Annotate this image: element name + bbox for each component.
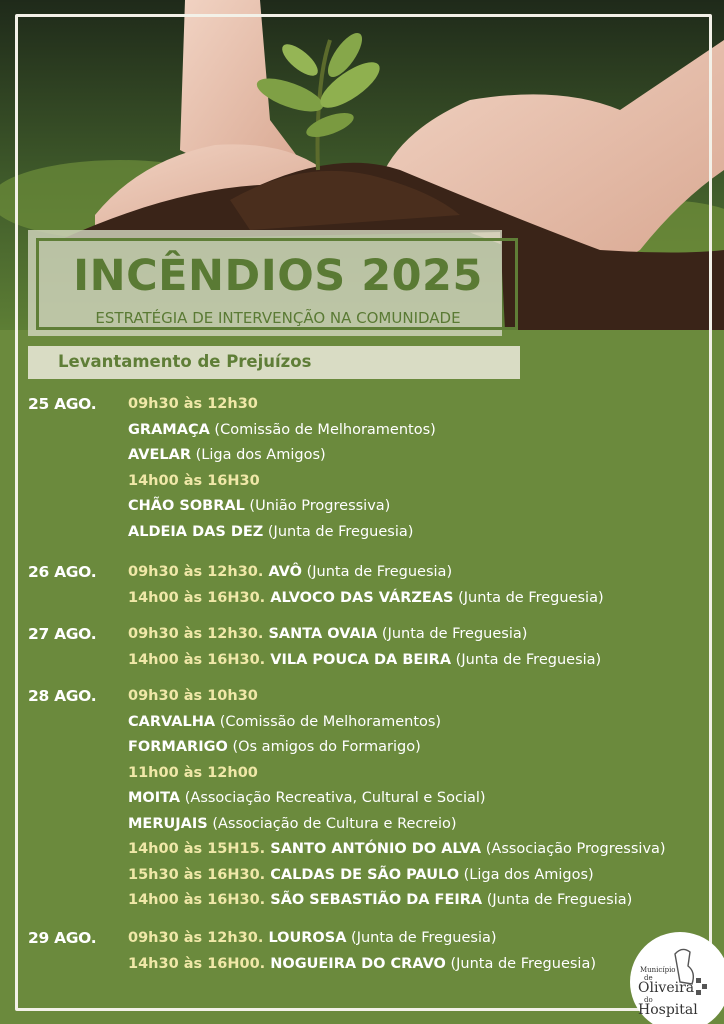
line-time: 09h30 às 10h30 (128, 688, 258, 704)
line-place: ALVOCO DAS VÁRZEAS (270, 589, 454, 606)
line-place: LOUROSA (268, 930, 347, 946)
schedule-line (128, 422, 436, 438)
line-place: SANTA OVAIA (268, 626, 378, 642)
logo-line2: de (644, 974, 653, 982)
line-org: (Junta de Freguesia) (346, 930, 497, 946)
schedule-line (128, 867, 594, 883)
line-time: 11h00 às 12h00 (128, 764, 258, 781)
line-time: 14h00 às 16H30. (128, 892, 271, 908)
schedule-line (128, 524, 413, 540)
line-org: (Comissão de Melhoramentos) (209, 421, 436, 438)
schedule-line (128, 714, 441, 730)
line-place: NOGUEIRA DO CRAVO (270, 955, 446, 972)
line-org: (Junta de Freguesia) (482, 892, 633, 908)
schedule-line (128, 396, 258, 412)
schedule-line (128, 956, 596, 972)
line-org: (Os amigos do Formarigo) (227, 739, 421, 755)
line-org: (Junta de Freguesia) (451, 651, 602, 668)
line-org: (Associação Recreativa, Cultural e Social) (180, 790, 486, 806)
line-time: 14h30 às 16H00. (128, 955, 271, 972)
line-time: 09h30 às 12h30. (128, 930, 269, 946)
line-place: CHÃO SOBRAL (128, 498, 245, 514)
line-place: GRAMAÇA (128, 421, 210, 438)
line-place: MERUJAIS (128, 815, 208, 832)
schedule-line (128, 930, 497, 946)
section-bar (28, 346, 520, 379)
line-org: (Liga dos Amigos) (191, 447, 326, 463)
schedule-line (128, 841, 666, 857)
logo-line3: Oliveira (638, 980, 695, 996)
line-org: (Associação Progressiva) (481, 841, 666, 857)
schedule-line (128, 765, 258, 781)
line-org: (Junta de Freguesia) (377, 626, 528, 642)
line-place: CARVALHA (128, 713, 216, 730)
poster-title: INCÊNDIOS 2025 (73, 251, 483, 301)
day-date: 29 AGO. (28, 929, 97, 947)
line-time: 09h30 às 12h30. (128, 626, 269, 642)
title-border (36, 238, 518, 330)
line-org: (Junta de Freguesia) (453, 589, 604, 606)
line-org: (Comissão de Melhoramentos) (215, 713, 442, 730)
logo-line4: do (644, 996, 653, 1004)
schedule-line (128, 790, 486, 806)
municipality-logo (630, 932, 724, 1024)
poster-subtitle: ESTRATÉGIA DE INTERVENÇÃO NA COMUNIDADE (95, 309, 461, 327)
schedule-line (128, 739, 421, 755)
schedule-line (128, 688, 258, 704)
logo-line1: Município (640, 966, 676, 974)
schedule-line (128, 564, 452, 580)
line-place: FORMARIGO (128, 739, 228, 755)
line-org: (Junta de Freguesia) (445, 955, 597, 972)
line-time: 14h00 às 15H15. (128, 841, 271, 857)
day-date: 28 AGO. (28, 687, 97, 705)
day-date: 25 AGO. (28, 395, 97, 413)
day-date: 27 AGO. (28, 625, 97, 643)
line-time: 14h00 às 16H30. (128, 651, 271, 668)
line-place: SÃO SEBASTIÃO DA FEIRA (270, 892, 483, 908)
day-date: 26 AGO. (28, 563, 97, 581)
line-place: AVELAR (128, 447, 191, 463)
schedule-line (128, 626, 527, 642)
line-org: (Liga dos Amigos) (459, 866, 594, 883)
line-time: 09h30 às 12h30. (128, 564, 269, 580)
line-time: 09h30 às 12h30 (128, 396, 258, 412)
line-time: 14h00 às 16H30. (128, 589, 271, 606)
schedule-line (128, 892, 632, 908)
line-org: (União Progressiva) (244, 498, 391, 514)
logo-line5: Hospital (638, 1002, 698, 1018)
line-org: (Junta de Freguesia) (263, 523, 414, 540)
schedule-line (128, 447, 326, 463)
line-place: AVÔ (268, 564, 302, 580)
schedule-line (128, 498, 390, 514)
line-place: CALDAS DE SÃO PAULO (270, 866, 460, 883)
title-box (28, 230, 502, 336)
section-label: Levantamento de Prejuízos (58, 352, 312, 371)
line-time: 15h30 às 16H30. (128, 866, 271, 883)
schedule-line (128, 652, 601, 668)
line-time: 14h00 às 16H30 (128, 472, 260, 489)
line-place: MOITA (128, 790, 181, 806)
schedule-line (128, 473, 260, 489)
line-org: (Junta de Freguesia) (301, 564, 453, 580)
line-place: ALDEIA DAS DEZ (128, 523, 264, 540)
line-org: (Associação de Cultura e Recreio) (207, 815, 457, 832)
line-place: VILA POUCA DA BEIRA (270, 651, 452, 668)
line-place: SANTO ANTÓNIO DO ALVA (270, 841, 482, 857)
schedule-line (128, 590, 604, 606)
schedule-line (128, 816, 457, 832)
